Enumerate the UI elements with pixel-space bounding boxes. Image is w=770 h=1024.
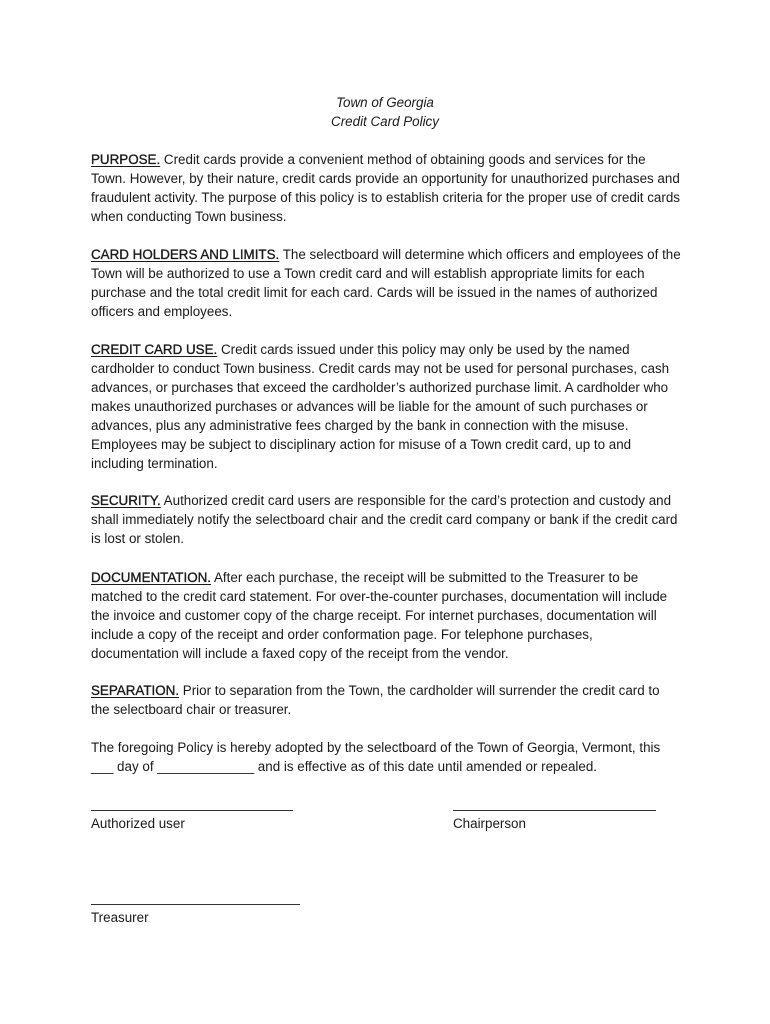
section-body-documentation: After each purchase, the receipt will be submitted to the Treasurer to be matched to the credit card statement. For over-the-counter purchases, documentation will include the invoice and customer copy of the charge receipt. For internet purchases, documentation will include a copy of the receipt and order conformation page. For telephone purchases, documentation will include a faxed copy of the receipt from the vendor. bbox=[91, 570, 668, 661]
title-policy: Credit Card Policy bbox=[331, 114, 439, 129]
section-documentation bbox=[91, 568, 681, 663]
signature-label-authorized-user: Authorized user bbox=[91, 816, 185, 831]
section-heading-documentation: DOCUMENTATION. bbox=[91, 570, 212, 585]
section-heading-card-holders: CARD HOLDERS AND LIMITS. bbox=[91, 247, 280, 262]
section-purpose bbox=[91, 150, 681, 226]
section-body-purpose: Credit cards provide a convenient method of obtaining goods and services for the Town. However, by their nature, credit cards provide an opportunity for unauthorized purchases and fraudulent activity. The purpose of this policy is to establish criteria for the proper use of credit cards when conducting Town business. bbox=[91, 152, 680, 224]
signature-line-chairperson bbox=[453, 810, 656, 811]
signature-line-treasurer bbox=[91, 904, 300, 905]
section-heading-credit-card-use: CREDIT CARD USE. bbox=[91, 342, 218, 357]
section-body-credit-card-use: Credit cards issued under this policy may only be used by the named cardholder to conduct Town business. Credit cards may not be used for personal purchases, cash advances, or purchases that exceed the cardholder’s authorized purchase limit. A cardholder who makes unauthorized purchases or advances will be liable for the amount of such purchases or advances, plus any administrative fees charged by the bank in connection with the misuse. Employees may be subject to disciplinary action for misuse of a Town credit card, up to and including termination. bbox=[91, 342, 670, 471]
section-security bbox=[91, 491, 681, 548]
section-separation bbox=[91, 681, 681, 719]
signature-label-chairperson: Chairperson bbox=[453, 816, 526, 831]
section-body-separation: Prior to separation from the Town, the cardholder will surrender the credit card to the selectboard chair or treasurer. bbox=[91, 683, 660, 717]
section-body-security: Authorized credit card users are responsible for the card’s protection and custody and shall immediately notify the selectboard chair and the credit card company or bank if the credit card is lost or stolen. bbox=[91, 493, 678, 546]
section-card-holders bbox=[91, 245, 681, 321]
document-title bbox=[0, 93, 770, 131]
section-heading-security: SECURITY. bbox=[91, 493, 161, 508]
section-credit-card-use bbox=[91, 340, 681, 473]
section-body-card-holders: The selectboard will determine which officers and employees of the Town will be authorized to use a Town credit card and will establish appropriate limits for each purchase and the total credit limit for each card. Cards will be issued in the names of authorized officers and employees. bbox=[91, 247, 681, 319]
signature-label-treasurer: Treasurer bbox=[91, 910, 149, 925]
title-town: Town of Georgia bbox=[336, 95, 434, 110]
section-heading-purpose: PURPOSE. bbox=[91, 152, 161, 167]
signature-line-authorized-user bbox=[91, 810, 293, 811]
adoption-statement: The foregoing Policy is hereby adopted by the selectboard of the Town of Georgia, Vermont, this ___ day of _____________ and is effective as of this date until amended or repealed. bbox=[91, 740, 661, 774]
section-heading-separation: SEPARATION. bbox=[91, 683, 180, 698]
